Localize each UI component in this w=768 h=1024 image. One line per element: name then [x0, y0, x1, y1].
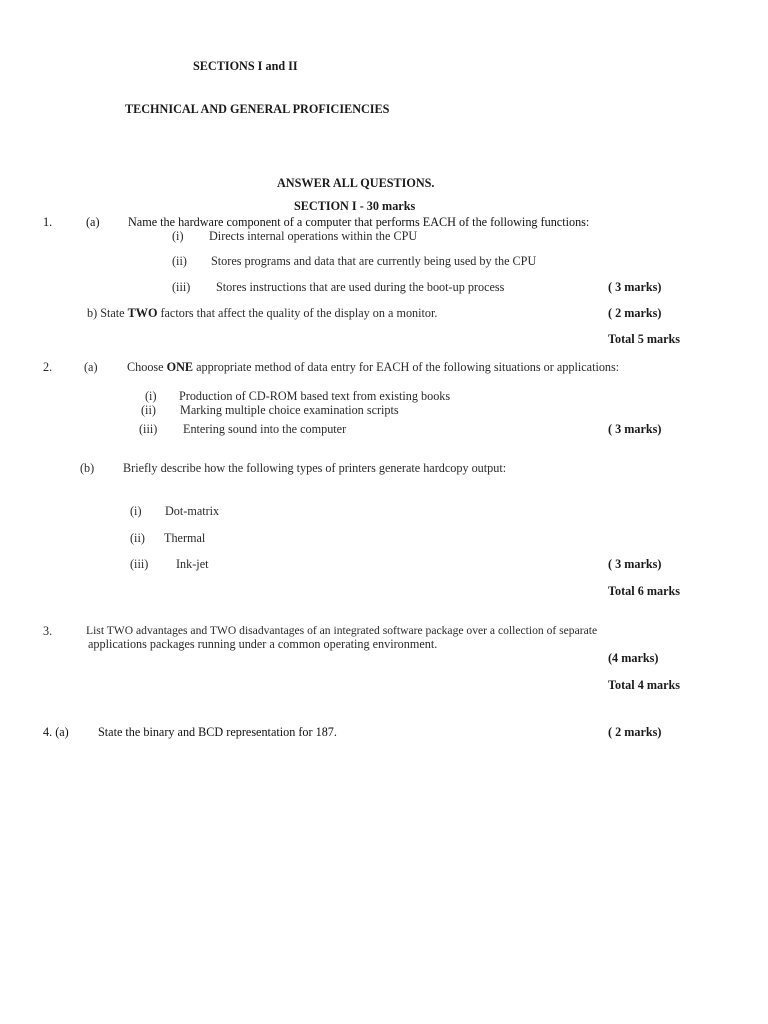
- q2a-item-num: (i): [145, 389, 157, 403]
- q3-text-line2: applications packages running under a common operating environment.: [88, 637, 438, 651]
- q1b-text: [87, 306, 437, 320]
- q2a-item-text: Entering sound into the computer: [183, 422, 347, 436]
- q1a-item-text: Stores instructions that are used during the boot-up process: [216, 280, 505, 294]
- q2a-text: [127, 360, 619, 374]
- q2a-label: (a): [84, 360, 98, 374]
- q3-text-line1: List TWO advantages and TWO disadvantages of an integrated software package over a collection of separate: [86, 624, 598, 637]
- q1a-text: Name the hardware component of a computer that performs EACH of the following functions:: [128, 215, 590, 229]
- q1a-item-num: (i): [172, 229, 184, 243]
- q4-number: 4. (a): [43, 725, 69, 739]
- q1-total: Total 5 marks: [608, 332, 681, 346]
- q1a-item-text: Directs internal operations within the CPU: [209, 229, 418, 243]
- q1a-label: (a): [86, 215, 100, 229]
- q2a-item-num: (ii): [141, 403, 156, 417]
- q2b-label: (b): [80, 461, 95, 475]
- q2-total: Total 6 marks: [608, 584, 681, 598]
- q2b-marks: ( 3 marks): [608, 557, 662, 571]
- q1a-item-num: (iii): [172, 280, 191, 294]
- section-title: SECTION I - 30 marks: [294, 199, 416, 213]
- q2a-suffix: appropriate method of data entry for EACH of the following situations or applications:: [193, 360, 620, 374]
- q1a-item-num: (ii): [172, 254, 187, 268]
- q3-total: Total 4 marks: [608, 678, 681, 692]
- q2b-item-num: (ii): [130, 531, 145, 545]
- q1b-prefix: b) State: [87, 306, 128, 320]
- subject-title: TECHNICAL AND GENERAL PROFICIENCIES: [125, 102, 390, 116]
- q1-number: 1.: [43, 215, 53, 229]
- q1b-suffix: factors that affect the quality of the display on a monitor.: [157, 306, 438, 320]
- q2b-item-text: Ink-jet: [176, 557, 209, 571]
- q2b-item-num: (iii): [130, 557, 149, 571]
- q3-number: 3.: [43, 624, 53, 638]
- q2b-item-text: Thermal: [164, 531, 206, 545]
- sections-title: SECTIONS I and II: [193, 59, 298, 73]
- q3-marks: (4 marks): [608, 651, 659, 665]
- q2a-prefix: Choose: [127, 360, 167, 374]
- q1a-marks: ( 3 marks): [608, 280, 662, 294]
- q2b-item-text: Dot-matrix: [165, 504, 220, 518]
- q1a-item-text: Stores programs and data that are currently being used by the CPU: [211, 254, 537, 268]
- q2a-item-text: Marking multiple choice examination scripts: [180, 403, 399, 417]
- q2a-marks: ( 3 marks): [608, 422, 662, 436]
- q1b-emphasis: TWO: [127, 306, 158, 320]
- q2-number: 2.: [43, 360, 53, 374]
- q4a-marks: ( 2 marks): [608, 725, 662, 739]
- q2a-item-num: (iii): [139, 422, 158, 436]
- q2a-emphasis: ONE: [166, 360, 194, 374]
- q2b-text: Briefly describe how the following types of printers generate hardcopy output:: [123, 461, 507, 475]
- q2a-item-text: Production of CD-ROM based text from existing books: [179, 389, 451, 403]
- q1b-marks: ( 2 marks): [608, 306, 662, 320]
- q4a-text: State the binary and BCD representation for 187.: [98, 725, 337, 739]
- q2b-item-num: (i): [130, 504, 142, 518]
- instruction: ANSWER ALL QUESTIONS.: [277, 176, 435, 190]
